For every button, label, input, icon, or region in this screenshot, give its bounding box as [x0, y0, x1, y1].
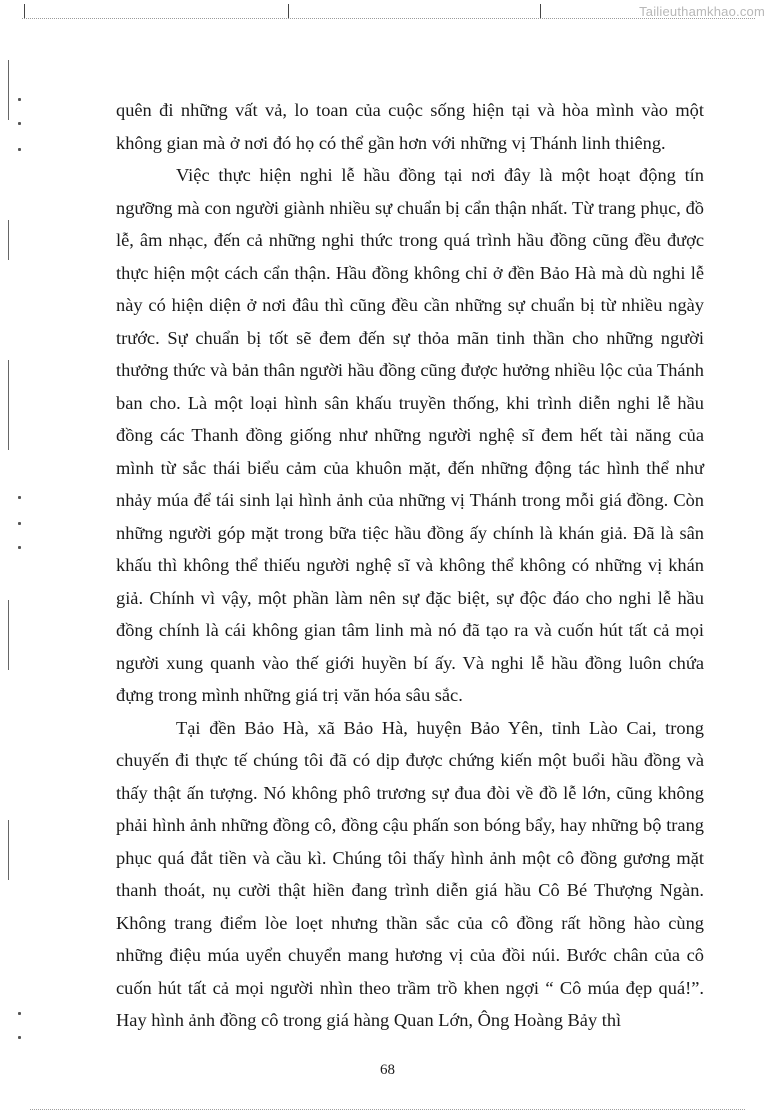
margin-speck [18, 1012, 21, 1015]
watermark: Tailieuthamkhao.com [639, 4, 765, 19]
page-number: 68 [380, 1062, 395, 1078]
margin-line [8, 60, 9, 120]
border-tick [24, 4, 25, 18]
margin-speck [18, 522, 21, 525]
margin-speck [18, 122, 21, 125]
margin-speck [18, 98, 21, 101]
margin-line [8, 820, 9, 880]
margin-speck [18, 546, 21, 549]
paragraph: Tại đền Bảo Hà, xã Bảo Hà, huyện Bảo Yên, tỉnh Lào Cai, trong chuyến đi thực tế chúng tôi đã có dịp được chứng kiến một buổi hầu đồng và thấy thật ấn tượng. Nó không phô trương sự đua đòi về đồ lễ lớn, cũng không phải hình ảnh những đồng cô, đồng cậu phấn son bóng bẩy, hay những bộ trang phục quá đắt tiền và cầu kì. Chúng tôi thấy hình ảnh một cô đồng gương mặt thanh thoát, nụ cười thật hiền đang trình diễn giá hầu Cô Bé Thượng Ngàn. Không trang điểm lòe loẹt nhưng thần sắc của cô đồng rất hồng hào cùng những điệu múa uyển chuyển mang hương vị của đồi núi. Bước chân của cô cuốn hút tất cả mọi người nhìn theo trầm trồ khen ngợi “ Cô múa đẹp quá!”. Hay hình ảnh đồng cô trong giá hàng Quan Lớn, Ông Hoàng Bảy thì [116, 717, 704, 1030]
margin-speck [18, 1036, 21, 1039]
document-body [116, 94, 704, 1037]
margin-line [8, 600, 9, 670]
margin-speck [18, 148, 21, 151]
margin-line [8, 220, 9, 260]
border-tick [288, 4, 289, 18]
scan-left-margin [0, 60, 30, 1060]
margin-speck [18, 496, 21, 499]
paragraph: quên đi những vất vả, lo toan của cuộc sống hiện tại và hòa mình vào một không gian mà ở nơi đó họ có thể gần hơn với những vị Thánh linh thiêng. [116, 100, 704, 153]
paragraph: Việc thực hiện nghi lễ hầu đồng tại nơi đây là một hoạt động tín ngưỡng mà con người giành nhiều sự chuẩn bị cẩn thận nhất. Từ trang phục, đồ lễ, âm nhạc, đến cả những nghi thức trong quá trình hầu đồng cũng đều được thực hiện một cách cẩn thận. Hầu đồng không chỉ ở đền Bảo Hà mà dù nghi lễ này có hiện diện ở nơi đâu thì cũng đều cần những sự chuẩn bị từ nhiều ngày trước. Sự chuẩn bị tốt sẽ đem đến sự thỏa mãn tinh thần cho những người thưởng thức và bản thân người hầu đồng cũng được hưởng nhiều lộc của Thánh ban cho. Là một loại hình sân khấu truyền thống, khi trình diễn nghi lễ hầu đồng các Thanh đồng giống như những người nghệ sĩ đem hết tài năng của mình từ sắc thái biểu cảm của khuôn mặt, đến những động tác hình thể như nhảy múa để tái sinh lại hình ảnh của những vị Thánh trong mỗi giá đồng. Còn những người góp mặt trong bữa tiệc hầu đồng ấy chính là khán giả. Đã là sân khấu thì không thể thiếu người nghệ sĩ và không thể không có những vị khán giả. Chính vì vậy, một phần làm nên sự đặc biệt, sự độc đáo cho nghi lễ hầu đồng chính là cái không gian tâm linh mà nó đã tạo ra và cuốn hút tất cả mọi người xung quanh vào thế giới huyền bí ấy. Và nghi lễ hầu đồng luôn chứa đựng trong mình những giá trị văn hóa sâu sắc. [116, 165, 704, 705]
border-tick [540, 4, 541, 18]
scan-bottom-border [30, 1109, 745, 1110]
margin-line [8, 360, 9, 450]
